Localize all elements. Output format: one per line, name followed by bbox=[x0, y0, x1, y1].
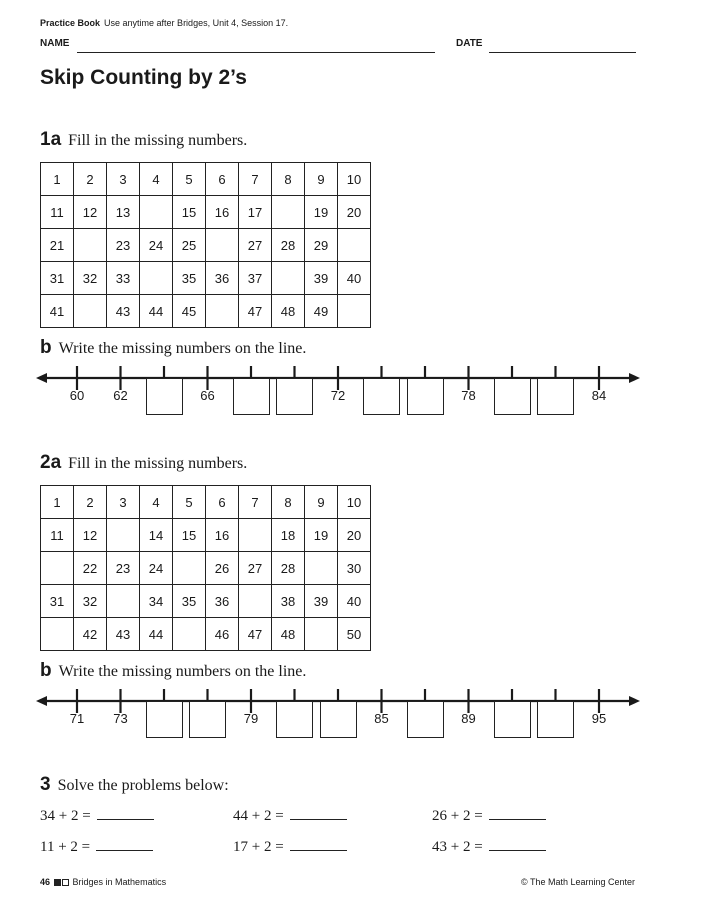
empty-square-icon bbox=[62, 879, 69, 886]
grid-cell-blank[interactable] bbox=[338, 295, 371, 328]
problem-expression: 17 + 2 = bbox=[233, 839, 284, 855]
answer-box[interactable] bbox=[363, 378, 400, 415]
grid-cell: 9 bbox=[305, 486, 338, 519]
grid-cell-blank[interactable] bbox=[338, 229, 371, 262]
tick-label: 84 bbox=[591, 388, 607, 403]
grid-cell-blank[interactable] bbox=[206, 229, 239, 262]
grid-cell: 2 bbox=[74, 163, 107, 196]
grid-cell: 16 bbox=[206, 196, 239, 229]
grid-cell: 39 bbox=[305, 262, 338, 295]
grid-cell: 50 bbox=[338, 618, 371, 651]
grid-cell: 43 bbox=[107, 295, 140, 328]
grid-cell: 20 bbox=[338, 196, 371, 229]
book-label: Practice Book bbox=[40, 18, 101, 28]
tick-label: 71 bbox=[69, 711, 85, 726]
tick-label: 78 bbox=[461, 388, 476, 403]
grid-cell: 8 bbox=[272, 486, 305, 519]
answer-blank[interactable] bbox=[290, 808, 347, 820]
tick-label: 85 bbox=[374, 711, 389, 726]
page-number: 46 bbox=[40, 877, 51, 887]
grid-cell: 46 bbox=[206, 618, 239, 651]
question-number: 3 bbox=[40, 774, 51, 795]
grid-cell-blank[interactable] bbox=[74, 229, 107, 262]
grid-cell: 39 bbox=[305, 585, 338, 618]
answer-blank[interactable] bbox=[290, 839, 347, 851]
grid-cell: 5 bbox=[173, 163, 206, 196]
arrow-right-icon bbox=[629, 373, 640, 383]
name-label: NAME bbox=[40, 38, 70, 49]
grid-cell: 7 bbox=[239, 163, 272, 196]
grid-cell: 45 bbox=[173, 295, 206, 328]
grid-cell: 31 bbox=[41, 262, 74, 295]
grid-row bbox=[41, 163, 371, 196]
grid-row bbox=[41, 585, 371, 618]
date-label: DATE bbox=[456, 38, 483, 49]
grid-cell-blank[interactable] bbox=[272, 262, 305, 295]
answer-box[interactable] bbox=[407, 701, 444, 738]
grid-cell: 24 bbox=[140, 229, 173, 262]
grid-cell-blank[interactable] bbox=[272, 196, 305, 229]
grid-cell: 14 bbox=[140, 519, 173, 552]
question-2b bbox=[40, 660, 306, 682]
grid-cell: 41 bbox=[41, 295, 74, 328]
grid-cell: 6 bbox=[206, 163, 239, 196]
grid-cell: 8 bbox=[272, 163, 305, 196]
grid-cell: 23 bbox=[107, 552, 140, 585]
problem-expression: 43 + 2 = bbox=[432, 839, 483, 855]
grid-cell: 36 bbox=[206, 262, 239, 295]
grid-cell: 33 bbox=[107, 262, 140, 295]
grid-cell: 44 bbox=[140, 295, 173, 328]
page-title: Skip Counting by 2’s bbox=[40, 66, 247, 89]
grid-cell-blank[interactable] bbox=[140, 262, 173, 295]
grid-cell: 19 bbox=[305, 519, 338, 552]
question-text: Solve the problems below: bbox=[57, 777, 229, 794]
grid-cell: 48 bbox=[272, 295, 305, 328]
problem-26-plus-2 bbox=[432, 808, 546, 825]
grid-cell: 1 bbox=[41, 163, 74, 196]
grid-row bbox=[41, 618, 371, 651]
tick-label: 89 bbox=[461, 711, 476, 726]
copyright: © The Math Learning Center bbox=[520, 877, 635, 887]
question-number: 1a bbox=[40, 129, 62, 150]
grid-cell: 34 bbox=[140, 585, 173, 618]
question-2a bbox=[40, 452, 247, 474]
answer-blank[interactable] bbox=[96, 839, 153, 851]
tick-label: 73 bbox=[113, 711, 128, 726]
grid-cell: 17 bbox=[239, 196, 272, 229]
grid-cell-blank[interactable] bbox=[239, 585, 272, 618]
grid-cell: 2 bbox=[74, 486, 107, 519]
grid-cell-blank[interactable] bbox=[239, 519, 272, 552]
grid-row bbox=[41, 552, 371, 585]
grid-row bbox=[41, 519, 371, 552]
date-field[interactable] bbox=[489, 52, 636, 53]
answer-box[interactable] bbox=[494, 378, 531, 415]
tick-label: 95 bbox=[591, 711, 607, 726]
problem-34-plus-2 bbox=[40, 808, 154, 825]
grid-cell: 16 bbox=[206, 519, 239, 552]
grid-cell: 28 bbox=[272, 552, 305, 585]
grid-cell: 35 bbox=[173, 262, 206, 295]
hundred-grid-1 bbox=[40, 162, 371, 328]
answer-box[interactable] bbox=[189, 701, 226, 738]
grid-cell-blank[interactable] bbox=[206, 295, 239, 328]
tick-label: 72 bbox=[330, 388, 346, 403]
grid-cell-blank[interactable] bbox=[305, 552, 338, 585]
grid-cell: 32 bbox=[74, 585, 107, 618]
answer-box[interactable] bbox=[146, 378, 183, 415]
answer-blank[interactable] bbox=[489, 839, 546, 851]
question-text: Fill in the missing numbers. bbox=[68, 132, 248, 149]
grid-cell: 49 bbox=[305, 295, 338, 328]
answer-box[interactable] bbox=[276, 701, 313, 738]
filled-square-icon bbox=[54, 879, 61, 886]
grid-cell: 3 bbox=[107, 163, 140, 196]
grid-cell: 26 bbox=[206, 552, 239, 585]
grid-row bbox=[41, 486, 371, 519]
grid-cell: 30 bbox=[338, 552, 371, 585]
grid-cell: 11 bbox=[41, 196, 74, 229]
answer-box[interactable] bbox=[537, 701, 574, 738]
grid-cell: 18 bbox=[272, 519, 305, 552]
tick-label: 60 bbox=[69, 388, 85, 403]
tick-label: 62 bbox=[113, 388, 128, 403]
grid-cell: 47 bbox=[239, 295, 272, 328]
answer-blank[interactable] bbox=[489, 808, 546, 820]
grid-cell: 43 bbox=[107, 618, 140, 651]
tick-label: 66 bbox=[200, 388, 215, 403]
grid-cell-blank[interactable] bbox=[107, 519, 140, 552]
grid-cell: 12 bbox=[74, 196, 107, 229]
answer-blank[interactable] bbox=[97, 808, 154, 820]
answer-box[interactable] bbox=[320, 701, 357, 738]
grid-cell: 47 bbox=[239, 618, 272, 651]
grid-row bbox=[41, 295, 371, 328]
practice-book-header bbox=[40, 18, 288, 28]
answer-box[interactable] bbox=[407, 378, 444, 415]
answer-box[interactable] bbox=[233, 378, 270, 415]
problem-43-plus-2 bbox=[432, 839, 546, 856]
hundred-grid-2 bbox=[40, 485, 371, 651]
grid-cell-blank[interactable] bbox=[107, 585, 140, 618]
problem-expression: 11 + 2 = bbox=[40, 839, 91, 855]
tick-label: 79 bbox=[243, 711, 259, 726]
grid-cell-blank[interactable] bbox=[305, 618, 338, 651]
question-number: 2a bbox=[40, 452, 62, 473]
grid-cell: 40 bbox=[338, 262, 371, 295]
question-3 bbox=[40, 774, 229, 796]
grid-cell: 24 bbox=[140, 552, 173, 585]
grid-cell: 23 bbox=[107, 229, 140, 262]
grid-row bbox=[41, 196, 371, 229]
grid-cell: 5 bbox=[173, 486, 206, 519]
answer-box[interactable] bbox=[146, 701, 183, 738]
problem-expression: 26 + 2 = bbox=[432, 808, 483, 824]
grid-cell: 7 bbox=[239, 486, 272, 519]
grid-cell: 21 bbox=[41, 229, 74, 262]
grid-cell: 15 bbox=[173, 196, 206, 229]
grid-cell: 38 bbox=[272, 585, 305, 618]
grid-cell: 9 bbox=[305, 163, 338, 196]
grid-cell: 11 bbox=[41, 519, 74, 552]
question-letter: b bbox=[40, 660, 52, 681]
grid-cell: 15 bbox=[173, 519, 206, 552]
grid-row bbox=[41, 229, 371, 262]
grid-cell: 1 bbox=[41, 486, 74, 519]
name-field[interactable] bbox=[77, 52, 435, 53]
problem-11-plus-2 bbox=[40, 839, 153, 856]
grid-cell-blank[interactable] bbox=[173, 618, 206, 651]
grid-cell: 37 bbox=[239, 262, 272, 295]
arrow-left-icon bbox=[36, 373, 47, 383]
grid-cell: 20 bbox=[338, 519, 371, 552]
grid-cell: 13 bbox=[107, 196, 140, 229]
grid-cell: 27 bbox=[239, 552, 272, 585]
question-letter: b bbox=[40, 337, 52, 358]
grid-cell-blank[interactable] bbox=[140, 196, 173, 229]
answer-box[interactable] bbox=[276, 378, 313, 415]
question-1b bbox=[40, 337, 306, 359]
grid-cell-blank[interactable] bbox=[41, 618, 74, 651]
grid-cell: 42 bbox=[74, 618, 107, 651]
grid-cell: 4 bbox=[140, 486, 173, 519]
grid-cell: 22 bbox=[74, 552, 107, 585]
grid-cell: 44 bbox=[140, 618, 173, 651]
grid-cell: 36 bbox=[206, 585, 239, 618]
grid-cell: 10 bbox=[338, 486, 371, 519]
grid-cell: 12 bbox=[74, 519, 107, 552]
grid-cell-blank[interactable] bbox=[173, 552, 206, 585]
problem-44-plus-2 bbox=[233, 808, 347, 825]
grid-cell: 4 bbox=[140, 163, 173, 196]
grid-cell: 48 bbox=[272, 618, 305, 651]
grid-cell: 29 bbox=[305, 229, 338, 262]
grid-cell: 3 bbox=[107, 486, 140, 519]
grid-cell: 31 bbox=[41, 585, 74, 618]
grid-cell: 27 bbox=[239, 229, 272, 262]
footer-left bbox=[40, 877, 166, 887]
arrow-right-icon bbox=[629, 696, 640, 706]
grid-cell: 32 bbox=[74, 262, 107, 295]
series-name: Bridges in Mathematics bbox=[72, 877, 167, 887]
grid-cell: 10 bbox=[338, 163, 371, 196]
problem-expression: 44 + 2 = bbox=[233, 808, 284, 824]
grid-cell: 28 bbox=[272, 229, 305, 262]
grid-row bbox=[41, 262, 371, 295]
answer-box[interactable] bbox=[494, 701, 531, 738]
grid-cell: 19 bbox=[305, 196, 338, 229]
question-text: Fill in the missing numbers. bbox=[68, 455, 248, 472]
number-line-2 bbox=[36, 684, 640, 754]
question-1a bbox=[40, 129, 247, 151]
grid-cell-blank[interactable] bbox=[41, 552, 74, 585]
problem-expression: 34 + 2 = bbox=[40, 808, 91, 824]
problem-17-plus-2 bbox=[233, 839, 347, 856]
grid-cell: 6 bbox=[206, 486, 239, 519]
number-line-1 bbox=[36, 361, 640, 431]
usage-note: Use anytime after Bridges, Unit 4, Session 17. bbox=[104, 18, 289, 28]
answer-box[interactable] bbox=[537, 378, 574, 415]
grid-cell: 40 bbox=[338, 585, 371, 618]
question-text: Write the missing numbers on the line. bbox=[58, 340, 307, 357]
arrow-left-icon bbox=[36, 696, 47, 706]
grid-cell-blank[interactable] bbox=[74, 295, 107, 328]
grid-cell: 35 bbox=[173, 585, 206, 618]
question-text: Write the missing numbers on the line. bbox=[58, 663, 307, 680]
grid-cell: 25 bbox=[173, 229, 206, 262]
